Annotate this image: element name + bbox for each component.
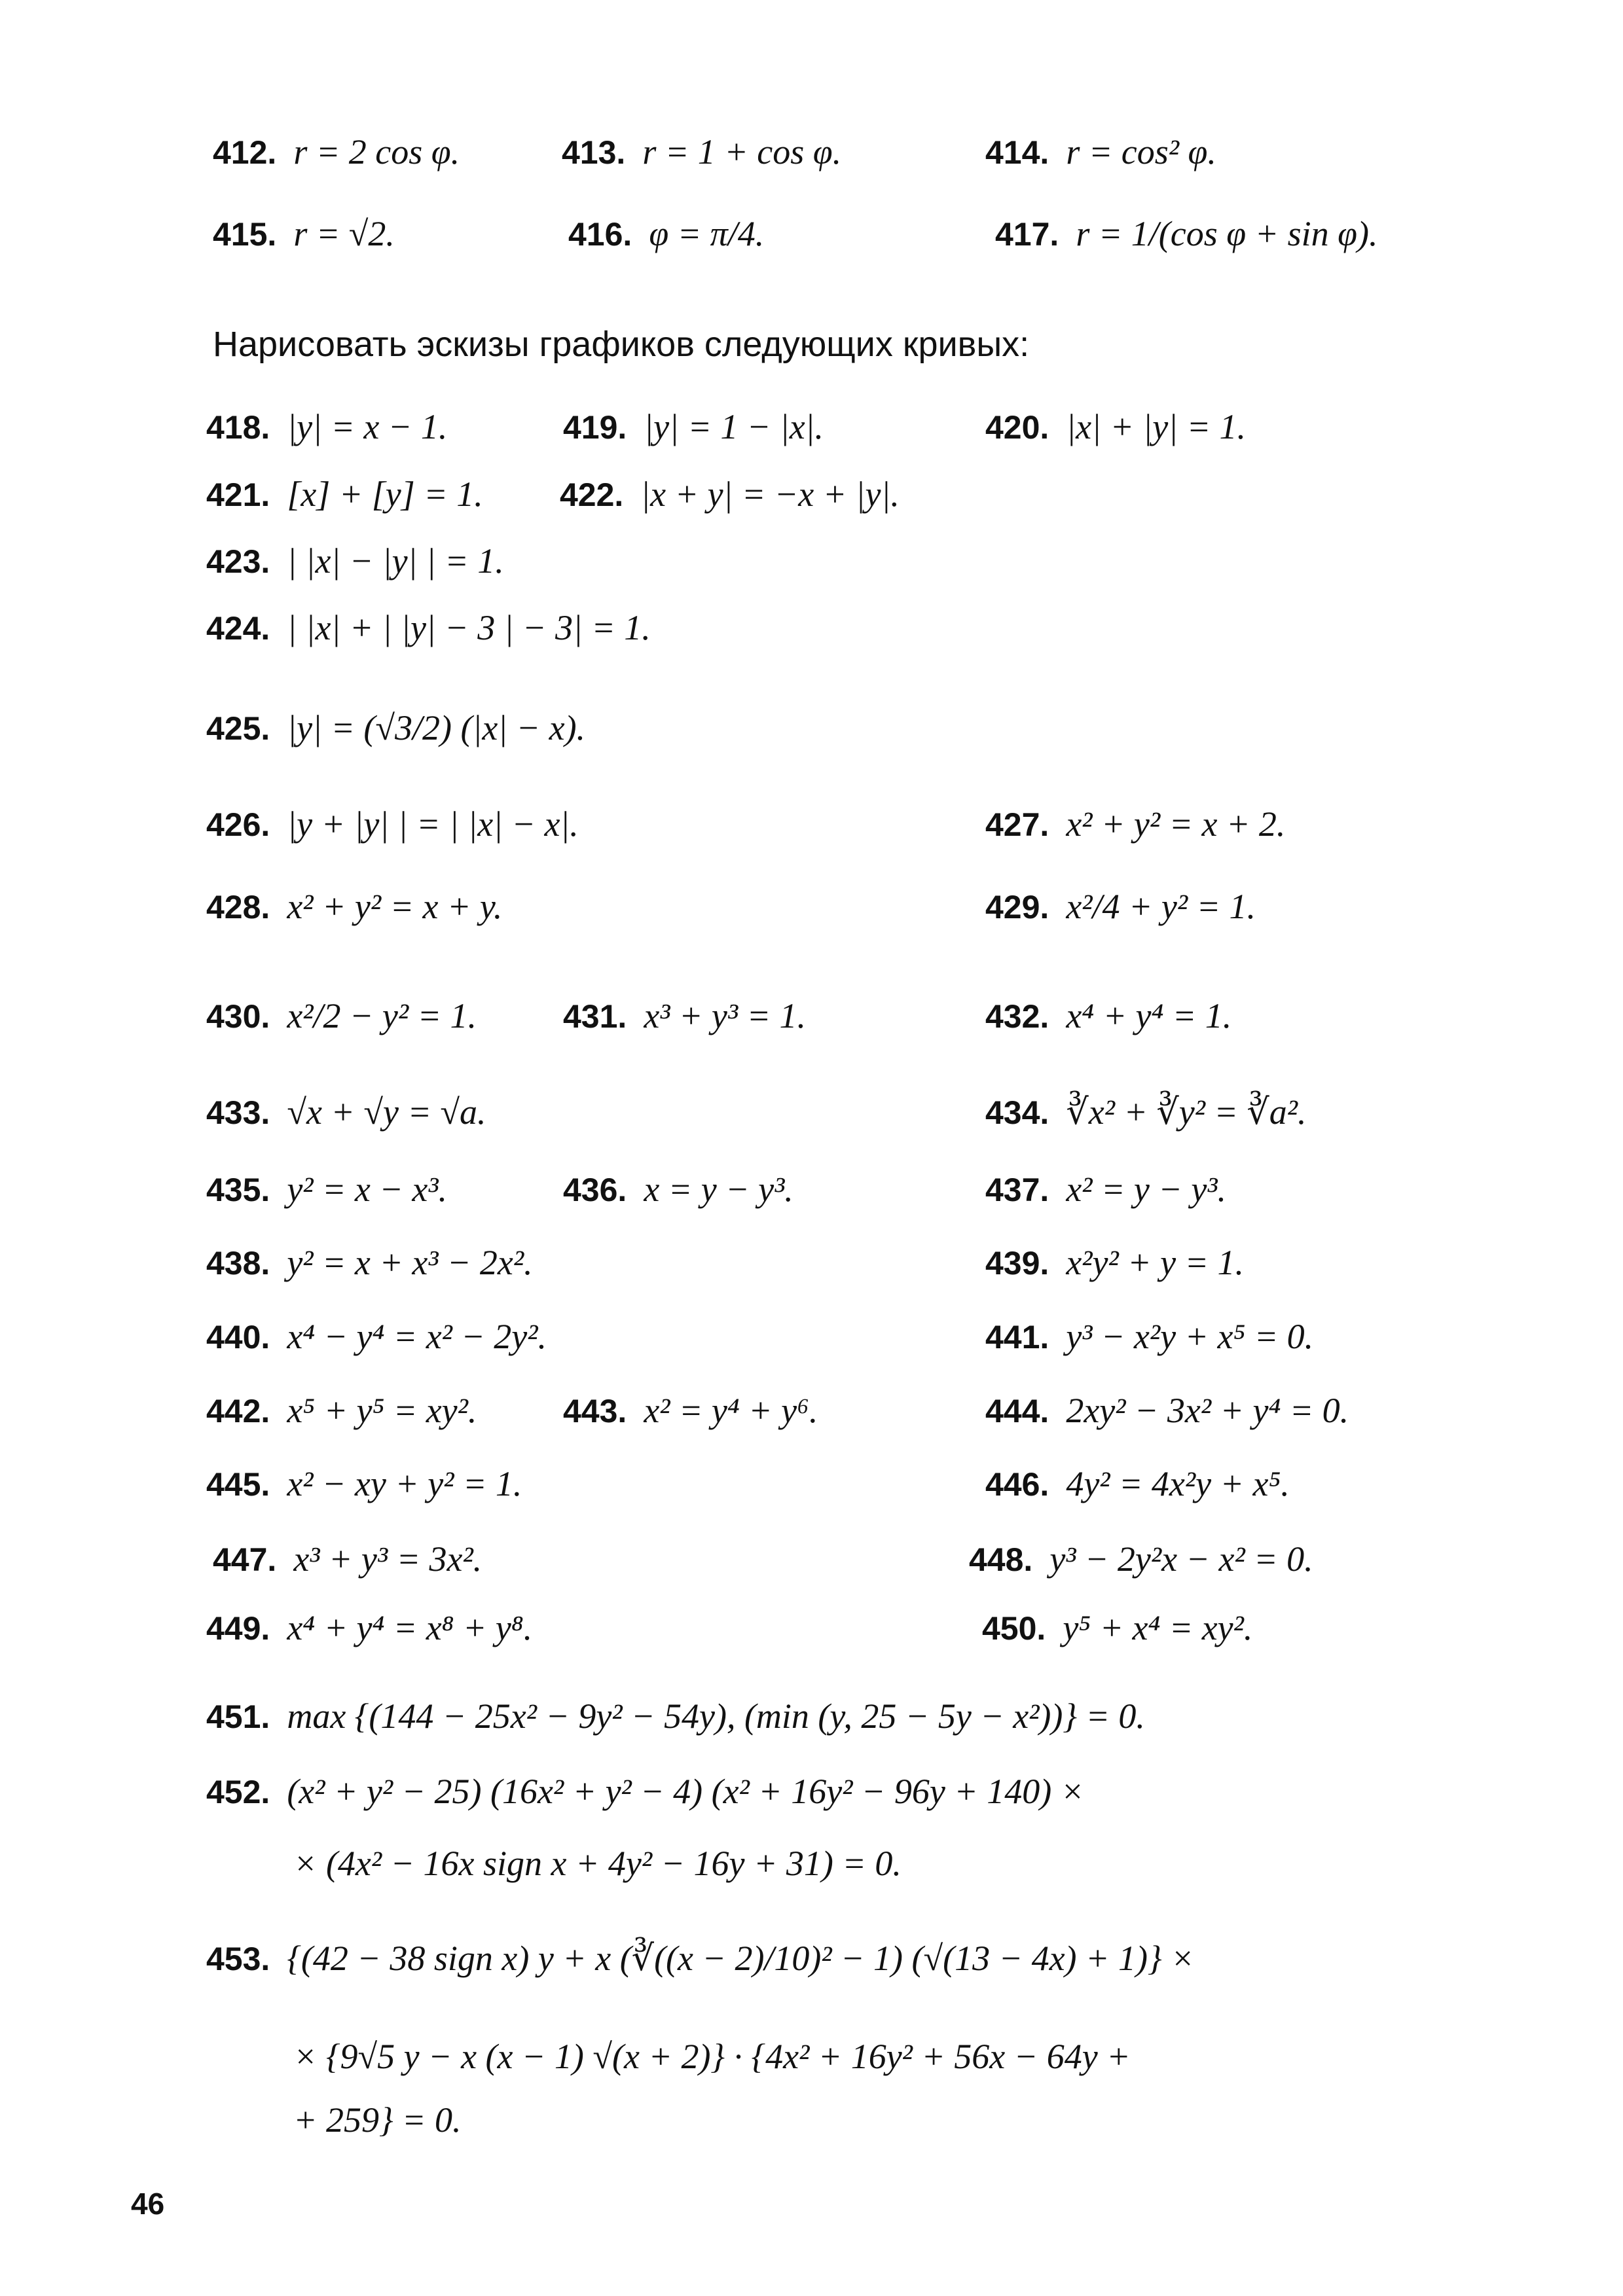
problem-number: 438. (206, 1245, 270, 1282)
problem-equation: x⁵ + y⁵ = xy². (287, 1391, 477, 1430)
problem-equation: y² = x + x³ − 2x². (287, 1243, 533, 1282)
problem-423 (206, 543, 504, 579)
problem-432 (985, 998, 1231, 1034)
problem-414 (985, 134, 1216, 170)
problem-418 (206, 409, 447, 445)
problem-equation: x² − xy + y² = 1. (287, 1464, 522, 1503)
problem-equation: x⁴ − y⁴ = x² − 2y². (287, 1317, 547, 1356)
problem-equation: y³ − 2y²x − x² = 0. (1049, 1539, 1313, 1579)
problem-equation: max {(144 − 25x² − 9y² − 54y), (min (y, 25 − 5y − x²))} = 0. (287, 1696, 1145, 1736)
problem-420 (985, 409, 1246, 445)
problem-equation: | |x| + | |y| − 3 | − 3| = 1. (287, 608, 651, 647)
problem-444 (985, 1393, 1349, 1429)
problem-number: 451. (206, 1698, 270, 1735)
problem-453-continuation (293, 2039, 1131, 2075)
problem-430 (206, 998, 477, 1034)
problem-equation: x² + y² = x + 2. (1066, 804, 1286, 844)
problem-equation: 4y² = 4x²y + x⁵. (1066, 1464, 1290, 1503)
problem-425 (206, 710, 585, 746)
problem-equation: x = y − y³. (644, 1170, 793, 1209)
problem-448 (969, 1541, 1313, 1577)
problem-equation: y³ − x²y + x⁵ = 0. (1066, 1317, 1314, 1356)
problem-equation: |y| = (√3/2) (|x| − x). (287, 708, 586, 747)
problem-number: 450. (982, 1610, 1046, 1647)
problem-number: 436. (563, 1172, 627, 1208)
problem-number: 425. (206, 710, 270, 747)
problem-number: 418. (206, 409, 270, 446)
problem-421 (206, 476, 483, 512)
problem-453-continuation-2 (293, 2102, 461, 2138)
problem-440 (206, 1319, 547, 1355)
problem-number: 413. (562, 134, 626, 171)
problem-number: 449. (206, 1610, 270, 1647)
problem-equation: x²/2 − y² = 1. (287, 996, 477, 1035)
problem-number: 444. (985, 1393, 1049, 1429)
problem-equation: |y + |y| | = | |x| − x|. (287, 804, 579, 844)
problem-equation: + 259} = 0. (293, 2100, 462, 2140)
problem-equation: x³ + y³ = 1. (644, 996, 807, 1035)
problem-419 (563, 409, 824, 445)
problem-415 (213, 216, 395, 252)
problem-equation: x² + y² = x + y. (287, 887, 503, 926)
problem-number: 420. (985, 409, 1049, 446)
problem-434 (985, 1094, 1306, 1130)
problem-number: 428. (206, 889, 270, 925)
problem-equation: [x] + [y] = 1. (287, 475, 483, 514)
problem-number: 432. (985, 998, 1049, 1035)
problem-equation: |x + y| = −x + |y|. (640, 475, 900, 514)
problem-equation: (x² + y² − 25) (16x² + y² − 4) (x² + 16y² − 96y + 140) × (287, 1772, 1085, 1811)
problem-416 (568, 216, 764, 252)
problem-number: 421. (206, 476, 270, 513)
problem-equation: × (4x² − 16x sign x + 4y² − 16y + 31) = 0. (293, 1844, 902, 1883)
problem-429 (985, 889, 1256, 925)
problem-447 (213, 1541, 482, 1577)
problem-452 (206, 1774, 1084, 1810)
problem-number: 442. (206, 1393, 270, 1429)
problem-number: 435. (206, 1172, 270, 1208)
problem-number: 430. (206, 998, 270, 1035)
problem-453 (206, 1941, 1194, 1977)
problem-equation: x³ + y³ = 3x². (293, 1539, 483, 1579)
problem-number: 427. (985, 806, 1049, 843)
problem-417 (995, 216, 1377, 252)
problem-equation: |x| + |y| = 1. (1066, 407, 1247, 446)
problem-number: 434. (985, 1094, 1049, 1131)
problem-equation: y⁵ + x⁴ = xy². (1063, 1608, 1253, 1647)
problem-428 (206, 889, 502, 925)
problem-equation: x⁴ + y⁴ = 1. (1066, 996, 1232, 1035)
problem-number: 437. (985, 1172, 1049, 1208)
problem-equation: |y| = 1 − |x|. (644, 407, 824, 446)
problem-number: 443. (563, 1393, 627, 1429)
problem-equation: x⁴ + y⁴ = x⁸ + y⁸. (287, 1608, 533, 1647)
problem-442 (206, 1393, 477, 1429)
problem-number: 446. (985, 1466, 1049, 1503)
problem-number: 422. (560, 476, 624, 513)
problem-equation: x² = y⁴ + y⁶. (644, 1391, 818, 1430)
problem-equation: √x + √y = √a. (287, 1092, 486, 1132)
problem-number: 416. (568, 216, 632, 253)
problem-452-continuation (293, 1846, 902, 1882)
problem-number: 439. (985, 1245, 1049, 1282)
problem-equation: x²y² + y = 1. (1066, 1243, 1244, 1282)
problem-435 (206, 1172, 447, 1208)
problem-number: 426. (206, 806, 270, 843)
problem-number: 440. (206, 1319, 270, 1355)
problem-equation: | |x| − |y| | = 1. (287, 541, 504, 581)
problem-equation: x²/4 + y² = 1. (1066, 887, 1256, 926)
problem-443 (563, 1393, 818, 1429)
problem-441 (985, 1319, 1313, 1355)
problem-equation: x² = y − y³. (1066, 1170, 1226, 1209)
problem-equation: r = 1 + cos φ. (642, 132, 842, 171)
problem-number: 445. (206, 1466, 270, 1503)
problem-413 (562, 134, 841, 170)
problem-number: 419. (563, 409, 627, 446)
problem-431 (563, 998, 806, 1034)
problem-number: 423. (206, 543, 270, 580)
problem-number: 412. (213, 134, 277, 171)
problem-equation: r = cos² φ. (1066, 132, 1216, 171)
problem-number: 414. (985, 134, 1049, 171)
problem-412 (213, 134, 460, 170)
problem-446 (985, 1466, 1290, 1502)
problem-number: 431. (563, 998, 627, 1035)
problem-number: 447. (213, 1541, 277, 1578)
problem-433 (206, 1094, 486, 1130)
problem-equation: r = 1/(cos φ + sin φ). (1076, 214, 1378, 253)
problem-426 (206, 806, 579, 842)
problem-number: 441. (985, 1319, 1049, 1355)
section-instruction: Нарисовать эскизы графиков следующих кривых: (213, 325, 1030, 364)
problem-number: 433. (206, 1094, 270, 1131)
problem-424 (206, 610, 651, 646)
problem-equation: r = 2 cos φ. (293, 132, 460, 171)
problem-436 (563, 1172, 793, 1208)
problem-equation: × {9√5 y − x (x − 1) √(x + 2)} · {4x² + 16y² + 56x − 64y + (293, 2037, 1131, 2076)
problem-equation: y² = x − x³. (287, 1170, 447, 1209)
problem-equation: |y| = x − 1. (287, 407, 448, 446)
problem-equation: {(42 − 38 sign x) y + x (∛((x − 2)/10)² − 1) (√(13 − 4x) + 1)} × (287, 1939, 1195, 1978)
problem-number: 415. (213, 216, 277, 253)
problem-437 (985, 1172, 1226, 1208)
problem-445 (206, 1466, 522, 1502)
page-number: 46 (131, 2187, 165, 2221)
problem-438 (206, 1245, 533, 1281)
problem-equation: φ = π/4. (649, 214, 765, 253)
problem-439 (985, 1245, 1244, 1281)
problem-449 (206, 1610, 532, 1646)
problem-422 (560, 476, 900, 512)
problem-equation: ∛x² + ∛y² = ∛a². (1066, 1092, 1307, 1132)
problem-number: 453. (206, 1941, 270, 1977)
problem-427 (985, 806, 1285, 842)
problem-number: 452. (206, 1774, 270, 1810)
problem-450 (982, 1610, 1252, 1646)
problem-451 (206, 1698, 1145, 1734)
problem-equation: r = √2. (293, 214, 395, 253)
problem-number: 417. (995, 216, 1059, 253)
problem-equation: 2xy² − 3x² + y⁴ = 0. (1066, 1391, 1349, 1430)
problem-number: 448. (969, 1541, 1033, 1578)
problem-number: 424. (206, 610, 270, 647)
problem-number: 429. (985, 889, 1049, 925)
